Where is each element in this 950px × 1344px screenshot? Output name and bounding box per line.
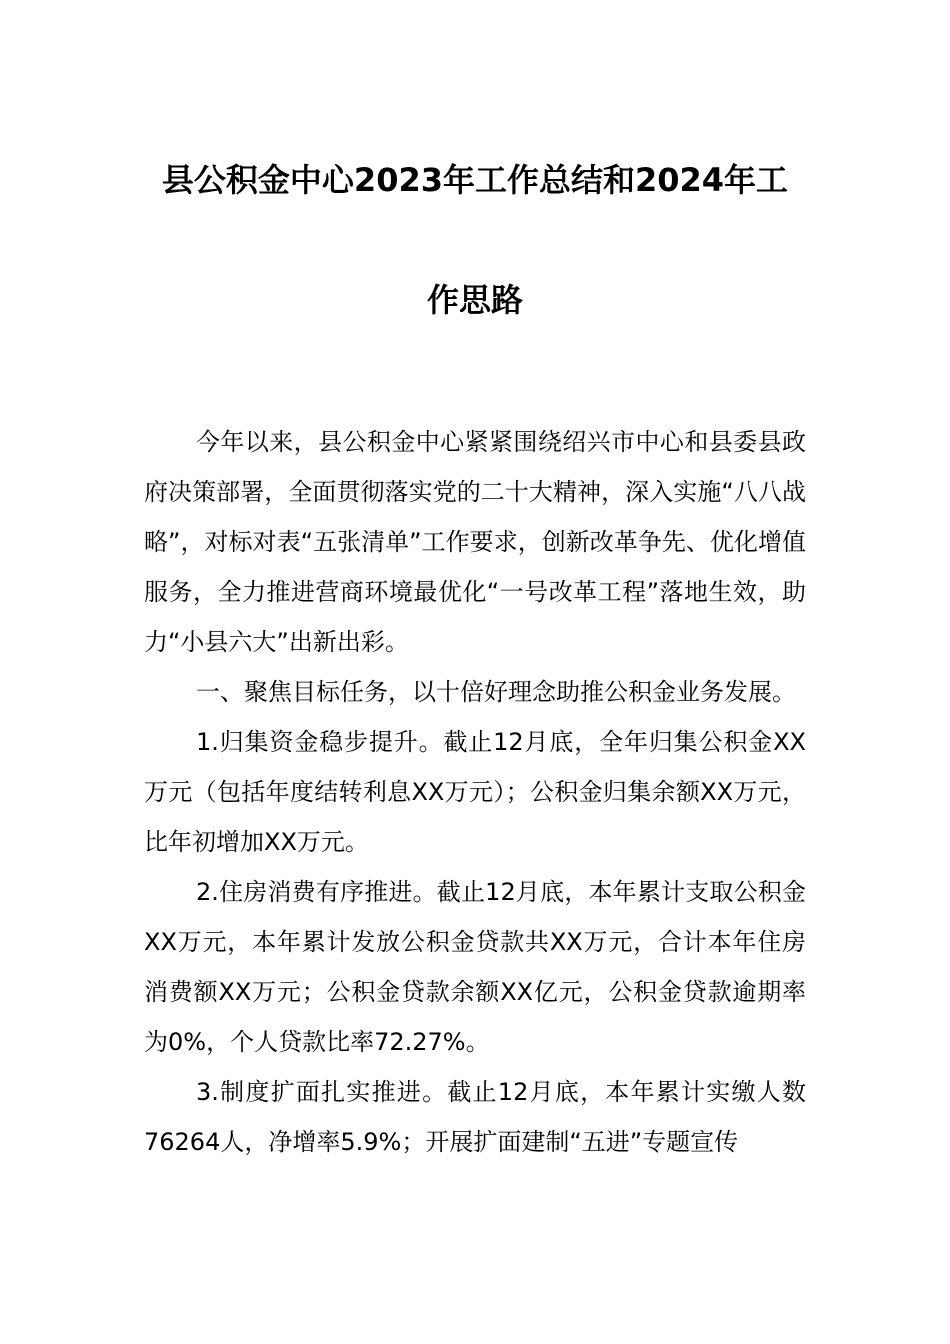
item-paragraph-2: 2.住房消费有序推进。截止12月底，本年累计支取公积金XX万元，本年累计发放公积金贷款共XX万元，合计本年住房消费额XX万元；公积金贷款余额XX亿元，公积金贷款逾期率为0%，个人贷款比率72.27%。 <box>144 878 806 1056</box>
item-paragraph-1: 1.归集资金稳步提升。截止12月底，全年归集公积金XX万元（包括年度结转利息XX万元）；公积金归集余额XX万元，比年初增加XX万元。 <box>144 728 806 856</box>
item-paragraph-3: 3.制度扩面扎实推进。截止12月底，本年累计实缴人数76264人，净增率5.9%；开展扩面建制“五进”专题宣传 <box>144 1078 806 1156</box>
intro-paragraph: 今年以来，县公积金中心紧紧围绕绍兴市中心和县委县政府决策部署，全面贯彻落实党的二十大精神，深入实施“八八战略”，对标对表“五张清单”工作要求，创新改革争先、优化增值服务，全力推进营商环境最优化“一号改革工程”落地生效，助力“小县六大”出新出彩。 <box>144 428 806 656</box>
document-title-line-1: 县公积金中心2023年工作总结和2024年工 <box>161 161 789 199</box>
section-heading-1: 一、聚焦目标任务，以十倍好理念助推公积金业务发展。 <box>196 678 796 706</box>
document-title-line-2: 作思路 <box>426 281 523 319</box>
document-body <box>144 417 806 1167</box>
